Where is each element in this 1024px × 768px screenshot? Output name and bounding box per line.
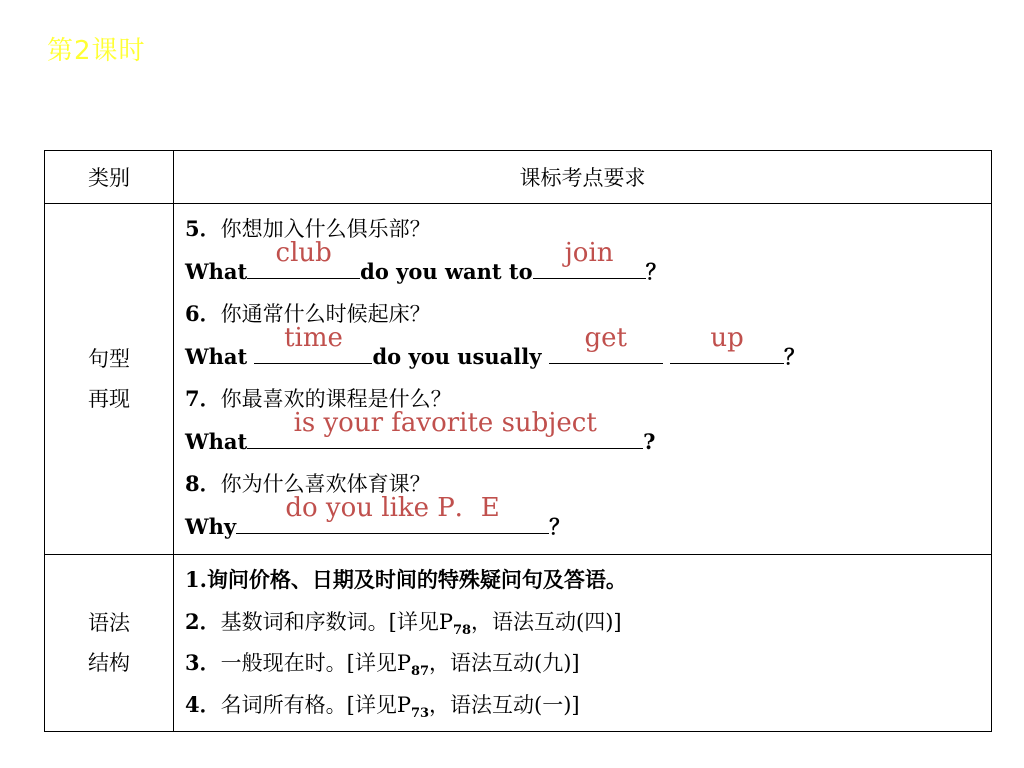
item-5-prompt: 5．你想加入什么俱乐部？ <box>185 216 431 241</box>
category-line: 结构 <box>88 651 130 675</box>
lesson-title: 第2课时 <box>47 36 146 66</box>
sentence-patterns-category <box>45 204 174 555</box>
category-line: 再现 <box>88 387 130 411</box>
grammar-item-2: 2．基数词和序数词。[详见$P_{78}$，语法互动(四)] <box>185 608 622 638</box>
item-5-sentence: What club do you want to join ？ <box>185 237 667 284</box>
answer-blank[interactable] <box>247 237 360 279</box>
answer-text: is your favorite subject <box>293 407 597 438</box>
answer-blank[interactable] <box>670 322 784 364</box>
sentence-patterns-content <box>174 204 992 555</box>
item-6-sentence: What time do you usually get up ？ <box>185 322 806 369</box>
item-8-prompt: 8．你为什么喜欢体育课？ <box>185 471 431 496</box>
answer-text: join <box>564 237 614 268</box>
grammar-item-1: 1.询问价格、日期及时间的特殊疑问句及答语。 <box>185 567 627 592</box>
header-requirement: 课标考点要求 <box>174 151 992 204</box>
answer-blank[interactable] <box>533 237 646 279</box>
header-category: 类别 <box>45 151 174 204</box>
table-header-row <box>45 151 992 204</box>
grammar-item-4: 4．名词所有格。[详见$P_{73}$，语法互动(一)] <box>185 691 580 721</box>
category-line: 句型 <box>88 347 130 371</box>
answer-text: up <box>710 322 744 353</box>
category-line: 语法 <box>88 611 130 635</box>
item-6-prompt: 6．你通常什么时候起床？ <box>185 301 431 326</box>
item-7-prompt: 7．你最喜欢的课程是什么？ <box>185 386 452 411</box>
item-7-sentence: What is your favorite subject ? <box>185 407 656 454</box>
answer-blank[interactable] <box>549 322 663 364</box>
grammar-category <box>45 555 174 732</box>
grammar-content <box>174 555 992 732</box>
grammar-row <box>45 555 992 732</box>
answer-text: club <box>275 237 332 268</box>
syllabus-table <box>44 150 992 732</box>
answer-text: time <box>284 322 343 353</box>
answer-text: get <box>584 322 627 353</box>
grammar-item-3: 3．一般现在时。[详见$P_{87}$，语法互动(九)] <box>185 650 580 680</box>
answer-text: do you like P．E <box>285 492 500 523</box>
item-8-sentence: Why do you like P．E ？ <box>185 492 571 539</box>
sentence-patterns-row <box>45 204 992 555</box>
answer-blank[interactable] <box>254 322 372 364</box>
